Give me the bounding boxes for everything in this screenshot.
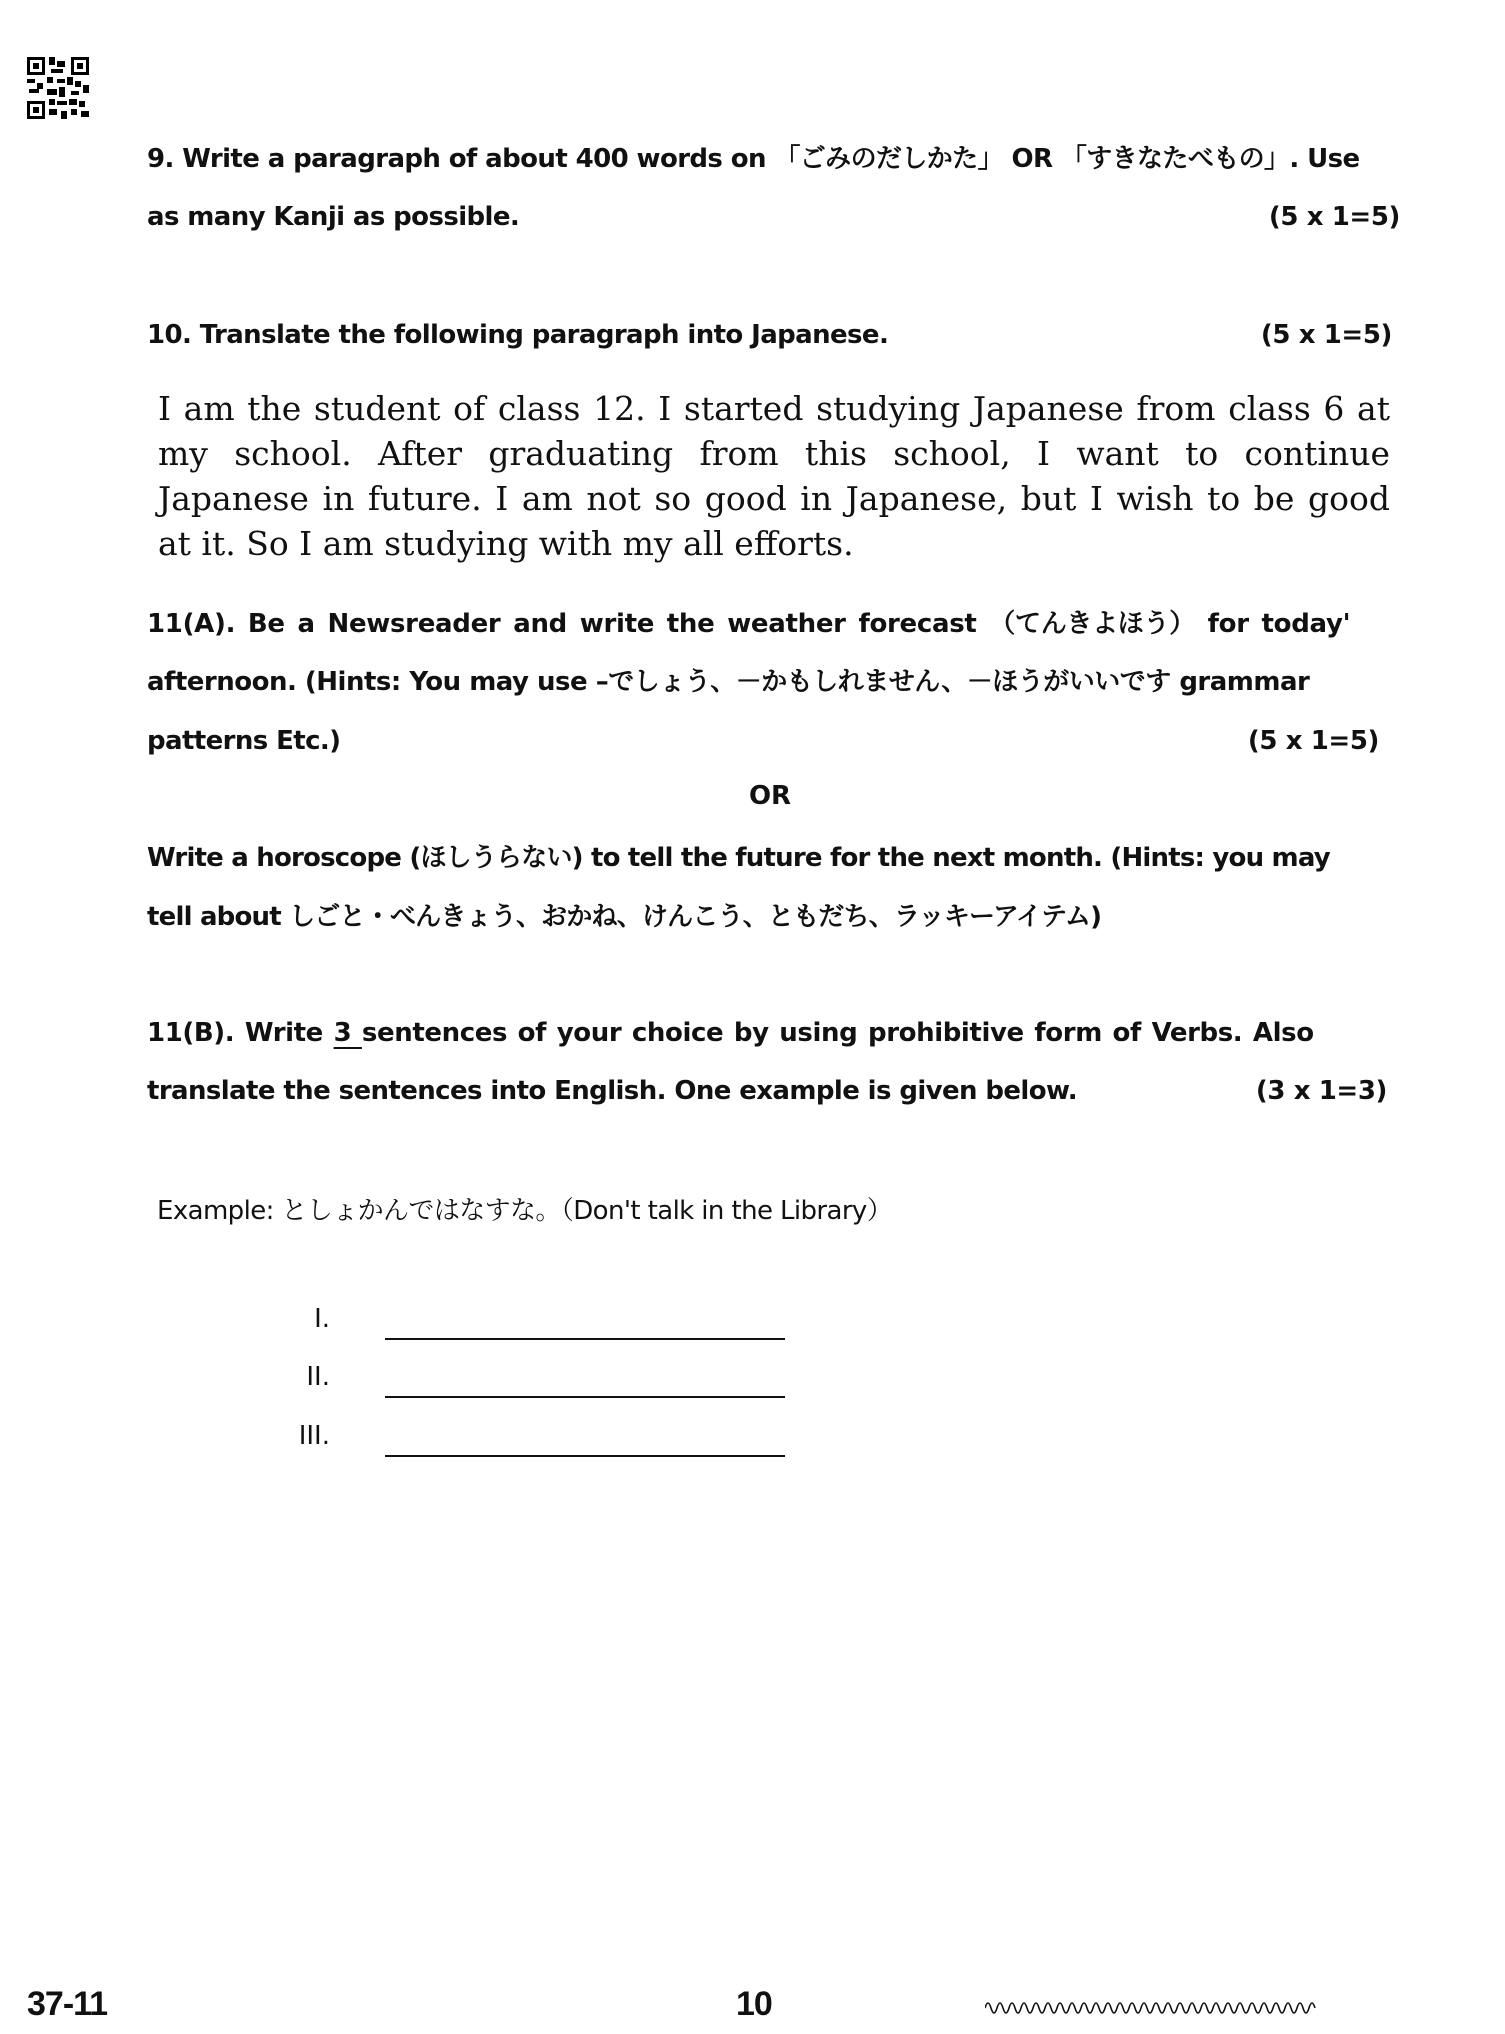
q11b-line-2: translate the sentences into English. One example is given below. (147, 1076, 1078, 1106)
answer-label: I. (314, 1304, 330, 1334)
q9-marks: (5 x 1=5) (1268, 202, 1400, 232)
q10-paragraph-line: my school. After graduating from this school, I want to continue (158, 434, 1390, 473)
answer-label: III. (298, 1421, 330, 1451)
answer-row-3 (295, 1417, 795, 1457)
q9-line-1: 9. Write a paragraph of about 400 words on 「ごみのだしかた」 OR 「すきなたべもの」. Use (147, 144, 1360, 174)
q11a-marks: (5 x 1=5) (1247, 726, 1379, 756)
q10-paragraph-line: I am the student of class 12. I started studying Japanese from class 6 at (158, 389, 1390, 428)
answer-row-2 (295, 1358, 795, 1398)
answer-row-1 (295, 1300, 795, 1340)
q10-title-row (147, 318, 1392, 352)
q10-paragraph (158, 386, 1390, 566)
q11a-line-3: patterns Etc.) (147, 726, 341, 756)
q11a-alt-line-1: Write a horoscope (ほしうらない) to tell the future for the next month. (Hints: you may (147, 843, 1330, 873)
answer-blank-line[interactable] (385, 1338, 785, 1340)
answer-label: II. (306, 1362, 330, 1392)
answer-blank-line[interactable] (385, 1455, 785, 1457)
q11b-line-2-row (147, 1074, 1387, 1108)
wavy-line-icon (985, 1996, 1320, 2016)
q11a-or-label: OR (748, 781, 792, 811)
q11a-line-1: 11(A). Be a Newsreader and write the weather forecast （てんきよほう） for today' (147, 609, 1351, 639)
footer-page-number: 10 (736, 1985, 772, 2023)
q11b-prefix: 11(B). Write (147, 1018, 334, 1048)
q11b-suffix: sentences of your choice by using prohibitive form of Verbs. Also (361, 1018, 1314, 1048)
q11a-alt-line-2: tell about しごと・べんきょう、おかね、けんこう、ともだち、ラッキーアイテム) (147, 902, 1102, 932)
q9-line-2-row (147, 200, 1400, 234)
footer-code: 37-11 (27, 1985, 108, 2023)
qr-code-icon (27, 57, 89, 119)
q10-title: 10. Translate the following paragraph into Japanese. (147, 320, 889, 350)
q10-paragraph-line: at it. So I am studying with my all efforts. (158, 524, 854, 563)
q10-paragraph-line: Japanese in future. I am not so good in Japanese, but I wish to be good (158, 479, 1390, 518)
q11a-line-3-row (147, 724, 1379, 758)
q11b-count-blank: 3 (333, 1018, 362, 1048)
q11b-marks: (3 x 1=3) (1255, 1076, 1387, 1106)
q10-marks: (5 x 1=5) (1260, 320, 1392, 350)
q9-line-2: as many Kanji as possible. (147, 202, 520, 232)
answer-blank-line[interactable] (385, 1396, 785, 1398)
q11b-line-1 (147, 1016, 1400, 1050)
q11b-example: Example: としょかんではなすな。（Don't talk in the Library） (157, 1196, 893, 1226)
q11a-line-2: afternoon. (Hints: You may use –でしょう、－かもしれません、－ほうがいいです grammar (147, 667, 1310, 697)
